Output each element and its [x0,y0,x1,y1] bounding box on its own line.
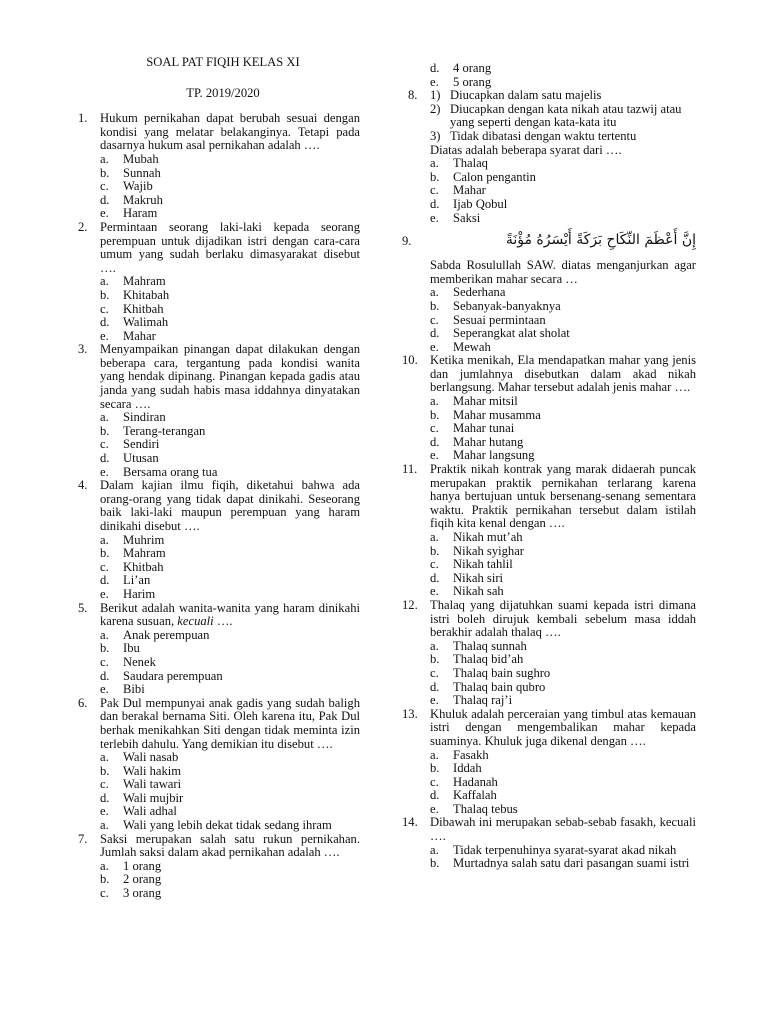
option-c[interactable]: c. Sendiri [100,437,160,452]
question-text: Khuluk adalah perceraian yang timbul atas kemauan istri dengan mengembalikan mahar kepada suaminya. Khuluk juga dikenal dengan …. [430,706,696,748]
option-e[interactable]: e. Haram [100,206,158,221]
option-a[interactable]: a. Mahar mitsil [430,394,518,409]
question-10 [402,353,696,463]
option-a[interactable]: a. Mahram [100,274,166,289]
option-c[interactable]: c. Mahar tunai [430,421,515,436]
options [100,275,360,343]
question-text: Praktik nikah kontrak yang marak didaerah puncak merupakan praktik pernikahan terlarang karena hanya bertujuan untuk bersenang-senang sementara waktu. Praktik pernikahan tersebut dalam istilah fiqih kita kenal dengan …. [430,462,696,531]
question-text: Pak Dul mempunyai anak gadis yang sudah baligh dan berakal bernama Siti. Oleh karena itu, Pak Dul berhak menikahkan Siti dengan tidak meminta izin terlebih dahulu. Yang demikian itu disebut …. [100,695,360,751]
option-c[interactable]: c. Nikah tahlil [430,557,513,572]
question-number: 6. [78,695,88,710]
option-a[interactable]: a. Mubah [100,151,159,166]
options [430,286,696,354]
question-number: 5. [78,600,88,615]
option-c[interactable]: c. Khitbah [100,301,164,316]
option-a[interactable]: a. Nikah mut’ah [430,530,523,544]
question-text: Ketika menikah, Ela mendapatkan mahar yang jenis dan jumlahnya disebutkan dalam akad nikah berlangsung. Mahar tersebut adalah jenis mahar …. [430,353,696,395]
question-8 [408,89,696,225]
question-text: Permintaan seorang laki-laki kepada seorang perempuan untuk dijadikan istri dengan cara-cara umum yang sudah berlaku dimasyarakat disebut …. [100,219,360,275]
options [430,749,696,817]
question-text: Hukum pernikahan dapat berubah sesuai dengan kondisi yang melatar belakanginya. Tetapi pada dasarnya hukum asal pernikahan adalah …. [100,111,360,153]
option-b[interactable]: b. Wali hakim [100,763,182,778]
question-6 [78,697,360,833]
option-d[interactable]: d. Kaffalah [430,788,497,803]
option-b[interactable]: b. Calon pengantin [430,169,536,184]
option-e[interactable]: e. 5 orang [430,74,492,89]
question-text: Dalam kajian ilmu fiqih, diketahui bahwa ada orang-orang yang tidak dapat dinikahi. Seseorang baik laki-laki maupun perempuan yang haram dinikahi disebut …. [100,478,360,533]
question-number: 8. [408,88,418,103]
option-b[interactable]: b. 2 orang [100,872,162,887]
option-c[interactable]: c. Thalaq bain sughro [430,665,551,680]
question-number: 4. [78,478,88,493]
statement-2: 2) Diucapkan dengan kata nikah atau tazwij atau yang seperti dengan kata-kata itu [430,101,682,130]
option-d[interactable]: d. Mahar hutang [430,434,524,449]
question-7-continued [408,62,696,89]
kecuali-emphasis: kecuali [177,614,214,629]
statement-1: 1) Diucapkan dalam satu majelis [430,88,602,103]
option-a[interactable]: a. Sindiran [100,410,166,425]
option-c[interactable]: c. Mahar [430,183,486,198]
options [430,844,696,871]
question-14 [402,815,696,871]
option-e[interactable]: e. Mewah [430,339,491,354]
option-b[interactable]: b. Murtadnya salah satu dari pasangan suami istri [430,856,690,871]
school-year: TP. 2019/2020 [186,85,260,100]
question-9 [402,229,696,354]
option-e[interactable]: e. Wali adhal [100,804,177,819]
options [100,860,360,901]
option-e[interactable]: e. Nikah sah [430,584,504,599]
option-b[interactable]: b. Ibu [100,641,140,656]
option-e[interactable]: e. Bibi [100,682,145,697]
option-b[interactable]: b. Iddah [430,761,482,776]
question-number: 11. [402,462,418,477]
option-a[interactable]: a. Wali nasab [100,750,179,765]
question-number: 12. [402,597,418,612]
option-d[interactable]: d. Walimah [100,315,169,330]
option-c[interactable]: c. Hadanah [430,774,498,789]
exam-title: SOAL PAT FIQIH KELAS XI [146,55,300,69]
option-d[interactable]: d. Saudara perempuan [100,668,223,683]
option-b[interactable]: b. Mahram [100,546,166,561]
left-column [78,56,360,901]
option-c[interactable]: c. Nenek [100,654,156,669]
option-c[interactable]: c. Wajib [100,179,153,194]
option-e[interactable]: e. Thalaq tebus [430,801,518,816]
right-column [402,61,696,871]
option-c[interactable]: c. 3 orang [100,886,162,901]
options [430,395,696,463]
hadith-arabic: إِنَّ أَعْظَمَ النِّكَاحِ بَرَكَةً أَيْسَرُهُ مُؤْنَةً [505,232,696,249]
option-c[interactable]: c. Sesuai permintaan [430,312,546,327]
option-a[interactable]: a. Thalaq sunnah [430,638,527,653]
question-number: 10. [402,353,418,368]
option-a[interactable]: a. Fasakh [430,747,489,762]
option-d[interactable]: d. Wali mujbir [100,790,184,805]
option-e[interactable]: e. Saksi [430,210,481,225]
statement-3: 3) Tidak dibatasi dengan waktu tertentu [430,128,637,143]
option-a[interactable]: a. Anak perempuan [100,627,210,642]
question-1 [78,112,360,221]
option-a[interactable]: a. Muhrim [100,532,165,547]
option-c[interactable]: c. Khitbah [100,559,164,574]
option-e[interactable]: e. Mahar langsung [430,448,535,463]
option-a[interactable]: a. Thalaq [430,156,488,171]
question-13 [402,706,696,817]
question-text: Diatas adalah beberapa syarat dari …. [430,142,622,157]
option-e[interactable]: e. Mahar [100,328,156,343]
option-d[interactable]: d. Li’an [100,573,151,588]
option-d[interactable]: d. Nikah siri [430,570,504,585]
option-c[interactable]: c. Wali tawari [100,777,182,792]
options [100,411,360,479]
option-a[interactable]: a. Tidak terpenuhinya syarat-syarat akad nikah [430,842,677,857]
question-text: Saksi merupakan salah satu rukun pernikahan. Jumlah saksi dalam akad pernikahan adalah …. [100,831,360,860]
option-e[interactable]: e. Harim [100,586,156,601]
question-text: Berikut adalah wanita-wanita yang haram dinikahi karena susuan, kecuali …. [100,600,360,629]
options [100,751,360,833]
option-b[interactable]: b. Mahar musamma [430,407,541,422]
question-text: Sabda Rosulullah SAW. diatas menganjurkan agar memberikan mahar secara … [430,258,696,286]
options [430,531,696,599]
options [100,629,360,697]
option-e[interactable]: e. Bersama orang tua [100,464,218,479]
question-text: Thalaq yang dijatuhkan suami kepada istri dimana istri boleh dirujuk kembali sebelum masa iddah berakhir adalah thalaq …. [430,597,696,640]
question-text: Dibawah ini merupakan sebab-sebab fasakh, kecuali …. [430,815,696,844]
option-d[interactable]: d. 4 orang [430,61,492,75]
question-4 [78,479,360,601]
options [430,640,696,708]
question-11 [402,462,696,599]
question-number: 13. [402,706,418,721]
question-5 [78,602,360,697]
question-number: 9. [402,234,412,249]
option-b[interactable]: b. Khitabah [100,287,170,302]
option-e[interactable]: e. Thalaq raj’i [430,693,513,708]
question-12 [402,597,696,708]
option-b[interactable]: b. Terang-terangan [100,423,206,438]
option-b[interactable]: b. Thalaq bid’ah [430,652,524,667]
question-number: 14. [402,815,418,830]
question-7 [78,833,360,901]
question-number: 2. [78,219,88,234]
options [100,153,360,221]
option-d[interactable]: d. Seperangkat alat sholat [430,326,570,341]
question-2 [78,221,360,343]
option-a[interactable]: a. Sederhana [430,285,506,300]
question-text: Menyampaikan pinangan dapat dilakukan dengan beberapa cara, tergantung pada kondisi wanita yang hendak dipinang. Pinangan kepada gadis atau janda yang sudah habis masa iddahnya dinyatakan secara …. [100,342,360,411]
option-d[interactable]: d. Utusan [100,451,159,466]
option-d[interactable]: d. Thalaq bain qubro [430,679,546,694]
statements [430,89,696,143]
option-a[interactable]: a. 1 orang [100,858,162,873]
question-3 [78,343,360,479]
option-b[interactable]: b. Nikah syighar [430,543,524,558]
option-b[interactable]: b. Sunnah [100,165,161,180]
option-b[interactable]: b. Sebanyak-banyaknya [430,298,561,313]
question-number: 7. [78,831,88,846]
question-number: 3. [78,342,88,357]
option-d[interactable]: d. Makruh [100,192,163,207]
options [100,534,360,602]
option-extra[interactable]: a. Wali yang lebih dekat tidak sedang ihram [100,818,332,833]
option-d[interactable]: d. Ijab Qobul [430,196,508,211]
question-number: 1. [78,111,88,126]
options [430,157,696,225]
